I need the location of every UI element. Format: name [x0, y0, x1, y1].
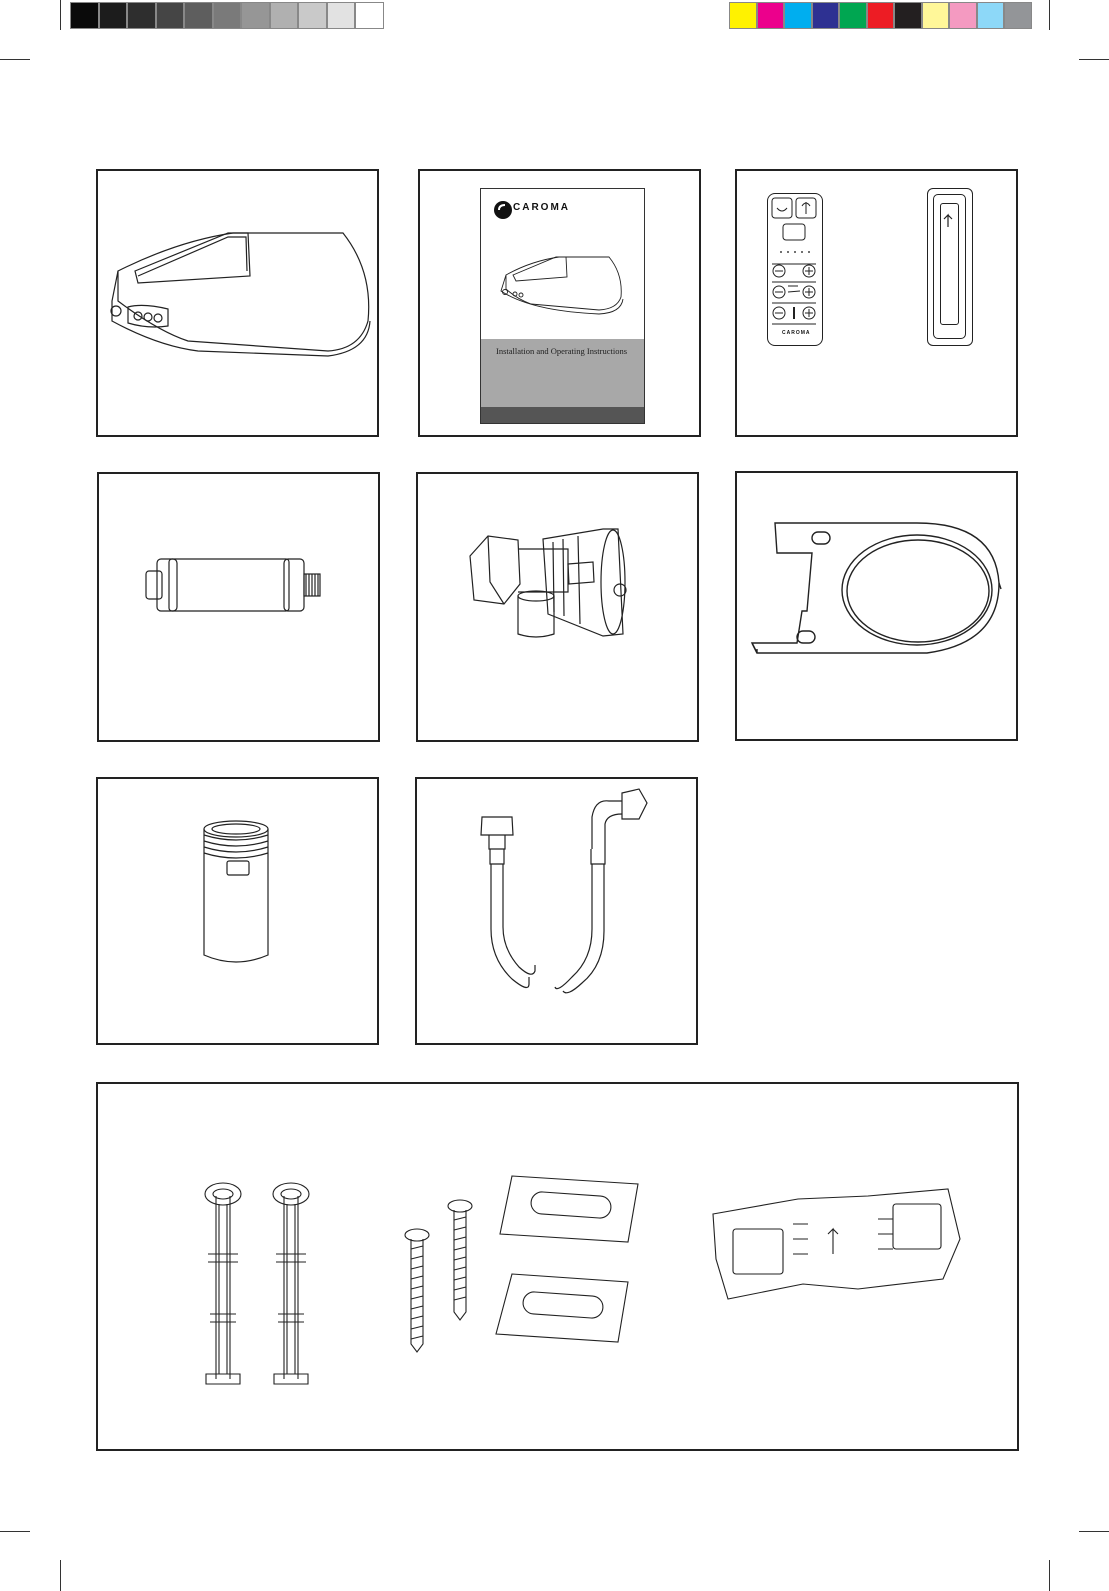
color-swatch — [784, 2, 812, 29]
color-swatch — [156, 2, 185, 29]
color-swatch — [922, 2, 950, 29]
color-swatch — [729, 2, 757, 29]
crop-mark — [1079, 1531, 1109, 1532]
color-swatch — [977, 2, 1005, 29]
crop-mark — [0, 59, 30, 60]
caroma-logo-icon — [481, 189, 644, 423]
color-swatch — [298, 2, 327, 29]
color-swatch — [184, 2, 213, 29]
crop-mark — [60, 1560, 61, 1591]
color-swatch — [270, 2, 299, 29]
remote-brand-label: CAROMA — [782, 330, 811, 336]
color-swatch — [99, 2, 128, 29]
color-swatch — [355, 2, 384, 29]
color-swatch — [327, 2, 356, 29]
crop-mark — [1049, 0, 1050, 30]
panel-adapter — [96, 777, 379, 1045]
color-swatch — [839, 2, 867, 29]
flexible-hose-icon — [417, 779, 700, 1047]
panel-hose — [415, 777, 698, 1045]
fixing-kit-icon — [98, 1084, 1021, 1453]
panel-template — [735, 471, 1018, 741]
color-swatch — [213, 2, 242, 29]
panel-valve — [416, 472, 699, 742]
remote-control-icon — [767, 193, 823, 346]
manual-brand-label: CAROMA — [513, 202, 570, 213]
toilet-seat-icon — [98, 171, 381, 439]
crop-mark — [0, 1531, 30, 1532]
panel-fixings — [96, 1082, 1019, 1451]
angle-valve-icon — [418, 474, 701, 744]
panel-seat — [96, 169, 379, 437]
color-swatch — [70, 2, 99, 29]
crop-mark — [1049, 1560, 1050, 1591]
color-swatch — [949, 2, 977, 29]
color-swatch — [812, 2, 840, 29]
panel-remote — [735, 169, 1018, 437]
mounting-template-icon — [737, 473, 1020, 743]
threaded-adapter-icon — [98, 779, 381, 1047]
color-swatch — [894, 2, 922, 29]
crop-mark — [1079, 59, 1109, 60]
panel-filter — [97, 472, 380, 742]
water-filter-icon — [99, 474, 382, 744]
color-swatch — [241, 2, 270, 29]
color-swatch — [1004, 2, 1032, 29]
wall-holder-icon — [927, 188, 973, 346]
manual-title: Installation and Operating Instructions — [495, 346, 627, 356]
color-swatch — [867, 2, 895, 29]
panel-manual — [418, 169, 701, 437]
color-swatch — [127, 2, 156, 29]
color-swatch — [757, 2, 785, 29]
crop-mark — [60, 0, 61, 30]
manual-booklet-icon — [480, 188, 645, 424]
